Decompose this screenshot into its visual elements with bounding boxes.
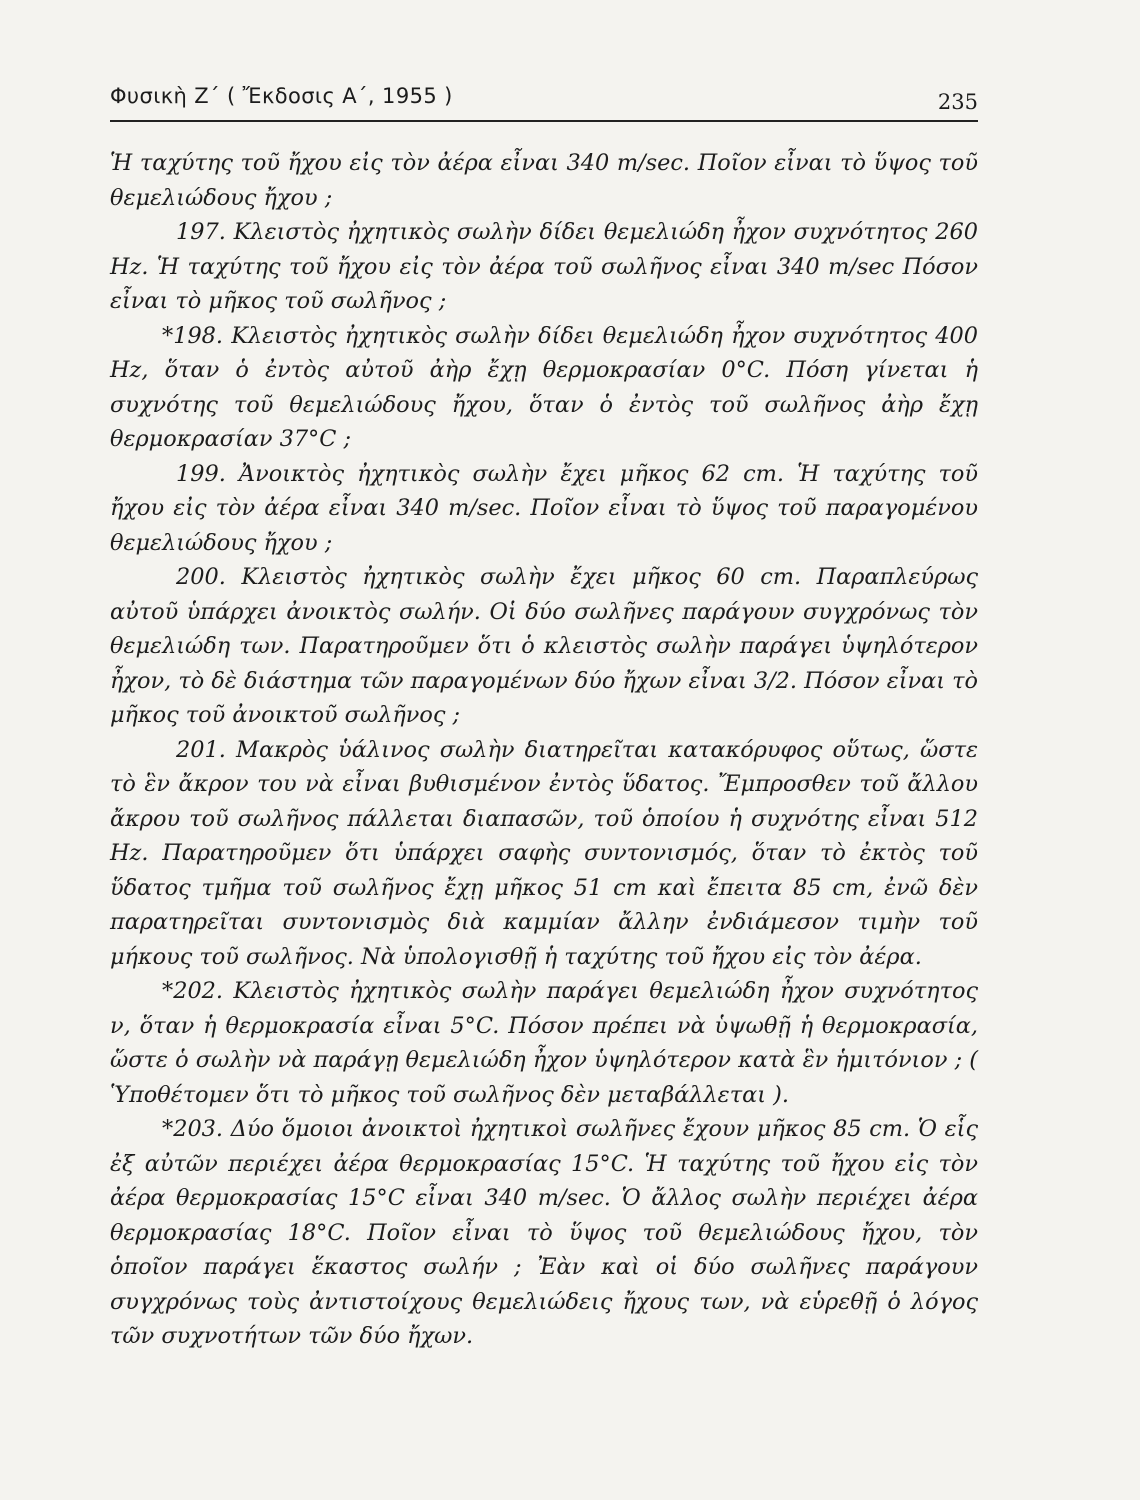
paragraph-continuation: Ἡ ταχύτης τοῦ ἤχου εἰς τὸν ἀέρα εἶναι 340 m/sec. Ποῖον εἶναι τὸ ὕψος τοῦ θεμελιώδους ἤχου ; (110, 150, 978, 211)
problem-202: *202. Κλειστὸς ἠχητικὸς σωλὴν παράγει θεμελιώδη ἦχον συχνότητος ν, ὅταν ἡ θερμοκρασία εἶναι 5°C. Πόσον πρέπει νὰ ὑψωθῇ ἡ θερμοκρασία, ὥστε ὁ σωλὴν νὰ παράγῃ θεμελιώδη ἦχον ὑψηλότερον κατὰ ἓν ἡμιτόνιον ; ( Ὑποθέτομεν ὅτι τὸ μῆκος τοῦ σωλῆνος δὲν μεταβάλλεται ). (110, 978, 978, 1108)
page-number: 235 (937, 90, 978, 114)
problem-197: 197. Κλειστὸς ἠχητικὸς σωλὴν δίδει θεμελιώδη ἦχον συχνότητος 260 Hz. Ἡ ταχύτης τοῦ ἤχου εἰς τὸν ἀέρα τοῦ σωλῆνος εἶναι 340 m/sec Πόσον εἶναι τὸ μῆκος τοῦ σωλῆνος ; (110, 219, 978, 314)
problem-200: 200. Κλειστὸς ἠχητικὸς σωλὴν ἔχει μῆκος 60 cm. Παραπλεύρως αὐτοῦ ὑπάρχει ἀνοικτὸς σωλήν. Οἱ δύο σωλῆνες παράγουν συγχρόνως τὸν θεμελιώδη των. Παρατηροῦμεν ὅτι ὁ κλειστὸς σωλὴν παράγει ὑψηλότερον ἦχον, τὸ δὲ διάστημα τῶν παραγομένων δύο ἤχων εἶναι 3/2. Πόσον εἶναι τὸ μῆκος τοῦ ἀνοικτοῦ σωλῆνος ; (110, 564, 978, 728)
problem-201: 201. Μακρὸς ὑάλινος σωλὴν διατηρεῖται κατακόρυφος οὕτως, ὥστε τὸ ἓν ἄκρον του νὰ εἶναι βυθισμένον ἐντὸς ὕδατος. Ἔμπροσθεν τοῦ ἄλλου ἄκρου τοῦ σωλῆνος πάλλεται διαπασῶν, τοῦ ὁποίου ἡ συχνότης εἶναι 512 Hz. Παρατηροῦμεν ὅτι ὑπάρχει σαφὴς συντονισμός, ὅταν τὸ ἐκτὸς τοῦ ὕδατος τμῆμα τοῦ σωλῆνος ἔχῃ μῆκος 51 cm καὶ ἔπειτα 85 cm, ἐνῶ δὲν παρατηρεῖται συντονισμὸς διὰ καμμίαν ἄλλην ἐνδιάμεσον τιμὴν τοῦ μήκους τοῦ σωλῆνος. Νὰ ὑπολογισθῇ ἡ ταχύτης τοῦ ἤχου εἰς τὸν ἀέρα. (110, 736, 978, 970)
problem-198: *198. Κλειστὸς ἠχητικὸς σωλὴν δίδει θεμελιώδη ἦχον συχνότητος 400 Hz, ὅταν ὁ ἐντὸς αὐτοῦ ἀὴρ ἔχῃ θερμοκρασίαν 0°C. Πόση γίνεται ἡ συχνότης τοῦ θεμελιώδους ἤχου, ὅταν ὁ ἐντὸς τοῦ σωλῆνος ἀὴρ ἔχῃ θερμοκρασίαν 37°C ; (110, 322, 978, 452)
page-header (110, 84, 978, 122)
page-body (110, 146, 978, 1354)
problem-199: 199. Ἀνοικτὸς ἠχητικὸς σωλὴν ἔχει μῆκος 62 cm. Ἡ ταχύτης τοῦ ἤχου εἰς τὸν ἀέρα εἶναι 340 m/sec. Ποῖον εἶναι τὸ ὕψος τοῦ παραγομένου θεμελιώδους ἤχου ; (110, 460, 978, 556)
running-title: Φυσικὴ Ζ΄ ( Ἔκδοσις Α΄, 1955 ) (110, 84, 453, 108)
problem-203: *203. Δύο ὅμοιοι ἀνοικτοὶ ἠχητικοὶ σωλῆνες ἔχουν μῆκος 85 cm. Ὁ εἷς ἐξ αὐτῶν περιέχει ἀέρα θερμοκρασίας 15°C. Ἡ ταχύτης τοῦ ἤχου εἰς τὸν ἀέρα θερμοκρασίας 15°C εἶναι 340 m/sec. Ὁ ἄλλος σωλὴν περιέχει ἀέρα θερμοκρασίας 18°C. Ποῖον εἶναι τὸ ὕψος τοῦ θεμελιώδους ἤχου, τὸν ὁποῖον παράγει ἕκαστος σωλήν ; Ἐὰν καὶ οἱ δύο σωλῆνες παράγουν συγχρόνως τοὺς ἀντιστοίχους θεμελιώδεις ἤχους των, νὰ εὑρεθῇ ὁ λόγος τῶν συχνοτήτων τῶν δύο ἤχων. (110, 1116, 978, 1349)
